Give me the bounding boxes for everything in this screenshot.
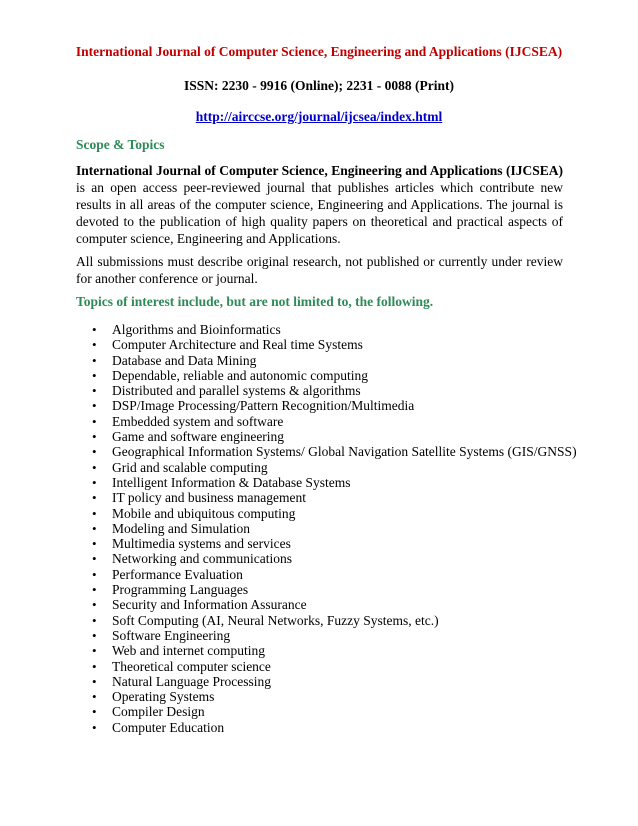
bullet-icon: •: [92, 398, 97, 414]
topic-label: Database and Data Mining: [112, 352, 257, 368]
bullet-icon: •: [92, 459, 97, 475]
topic-list-item: [76, 659, 577, 674]
topic-list-item: [76, 720, 577, 735]
bullet-icon: •: [92, 704, 97, 720]
topic-list-item: [76, 398, 577, 413]
submission-paragraph: All submissions must describe original research, not published or currently under review for another conference or journal.: [76, 254, 563, 286]
topic-list-item: [76, 337, 577, 352]
topic-label: Game and software engineering: [112, 429, 285, 445]
topic-list-item: [76, 613, 577, 628]
bullet-icon: •: [92, 551, 97, 567]
topic-label: Grid and scalable computing: [112, 459, 268, 475]
bullet-icon: •: [92, 490, 97, 506]
topic-label: Theoretical computer science: [112, 658, 271, 674]
topic-list-item: [76, 506, 577, 521]
topic-label: Algorithms and Bioinformatics: [112, 322, 281, 337]
topic-list-item: [76, 628, 577, 643]
topic-list-item: [76, 521, 577, 536]
bullet-icon: •: [92, 505, 97, 521]
topic-label: Dependable, reliable and autonomic computing: [112, 367, 369, 383]
topic-label: Security and Information Assurance: [112, 597, 307, 613]
topic-list-item: [76, 674, 577, 689]
topic-list-item: [76, 414, 577, 429]
topic-label: Web and internet computing: [112, 643, 265, 659]
bullet-icon: •: [92, 367, 97, 383]
journal-url-link[interactable]: http://airccse.org/journal/ijcsea/index.html: [195, 109, 443, 124]
bullet-icon: •: [92, 474, 97, 490]
topic-label: Distributed and parallel systems & algorithms: [112, 383, 361, 399]
bullet-icon: •: [92, 689, 97, 705]
bullet-icon: •: [92, 337, 97, 353]
scope-paragraph-body: is an open access peer-reviewed journal that publishes articles which contribute new results in all areas of the computer science, Engineering and Applications. The journal is devoted to the publication of high quality papers on theoretical and practical aspects of computer science, Engineering and Applications.: [76, 180, 563, 246]
bullet-icon: •: [92, 413, 97, 429]
bullet-icon: •: [92, 673, 97, 689]
topics-list: [76, 322, 577, 735]
topic-list-item: [76, 322, 577, 337]
bullet-icon: •: [92, 643, 97, 659]
topic-label: Networking and communications: [112, 551, 292, 567]
bullet-icon: •: [92, 444, 97, 460]
topic-label: Modeling and Simulation: [112, 520, 250, 536]
topic-list-item: [76, 368, 577, 383]
topic-label: Programming Languages: [112, 582, 249, 598]
topic-list-item: [76, 567, 577, 582]
topic-list-item: [76, 643, 577, 658]
bullet-icon: •: [92, 612, 97, 628]
bullet-icon: •: [92, 582, 97, 598]
bullet-icon: •: [92, 383, 97, 399]
topic-label: Performance Evaluation: [112, 566, 243, 582]
topic-label: Intelligent Information & Database Systems: [112, 474, 351, 490]
topic-list-item: [76, 460, 577, 475]
topic-label: Computer Education: [112, 719, 225, 735]
topic-label: Compiler Design: [112, 704, 205, 720]
topic-label: DSP/Image Processing/Pattern Recognition/Multimedia: [112, 398, 415, 414]
topics-heading: Topics of interest include, but are not limited to, the following.: [76, 294, 434, 309]
topic-list-item: [76, 353, 577, 368]
bullet-icon: •: [92, 566, 97, 582]
topic-list-item: [76, 582, 577, 597]
bullet-icon: •: [92, 719, 97, 735]
topic-label: Soft Computing (AI, Neural Networks, Fuzzy Systems, etc.): [112, 612, 439, 628]
scope-paragraph: [76, 162, 563, 247]
bullet-icon: •: [92, 658, 97, 674]
bullet-icon: •: [92, 322, 97, 337]
bullet-icon: •: [92, 429, 97, 445]
topic-list-item: [76, 536, 577, 551]
topic-label: IT policy and business management: [112, 490, 306, 506]
topic-list-item: [76, 704, 577, 719]
topic-label: Computer Architecture and Real time Systems: [112, 337, 363, 353]
topic-list-item: [76, 490, 577, 505]
bullet-icon: •: [92, 536, 97, 552]
bullet-icon: •: [92, 520, 97, 536]
topic-label: Natural Language Processing: [112, 673, 271, 689]
topic-label: Software Engineering: [112, 627, 231, 643]
topic-list-item: [76, 429, 577, 444]
topic-list-item: [76, 475, 577, 490]
bullet-icon: •: [92, 627, 97, 643]
topic-label: Embedded system and software: [112, 413, 284, 429]
topic-label: Mobile and ubiquitous computing: [112, 505, 296, 521]
scope-heading: Scope & Topics: [76, 137, 165, 152]
topic-list-item: [76, 597, 577, 612]
topic-label: Operating Systems: [112, 689, 215, 705]
topic-label: Geographical Information Systems/ Global Navigation Satellite Systems (GIS/GNSS): [112, 444, 577, 460]
bullet-icon: •: [92, 352, 97, 368]
journal-title: International Journal of Computer Science, Engineering and Applications (IJCSEA): [75, 44, 563, 59]
topic-list-item: [76, 383, 577, 398]
scope-paragraph-lead: International Journal of Computer Science, Engineering and Applications (IJCSEA): [76, 163, 563, 178]
bullet-icon: •: [92, 597, 97, 613]
issn-line: ISSN: 2230 - 9916 (Online); 2231 - 0088 (Print): [184, 78, 454, 93]
topic-list-item: [76, 444, 577, 459]
topic-label: Multimedia systems and services: [112, 536, 291, 552]
topic-list-item: [76, 551, 577, 566]
topic-list-item: [76, 689, 577, 704]
